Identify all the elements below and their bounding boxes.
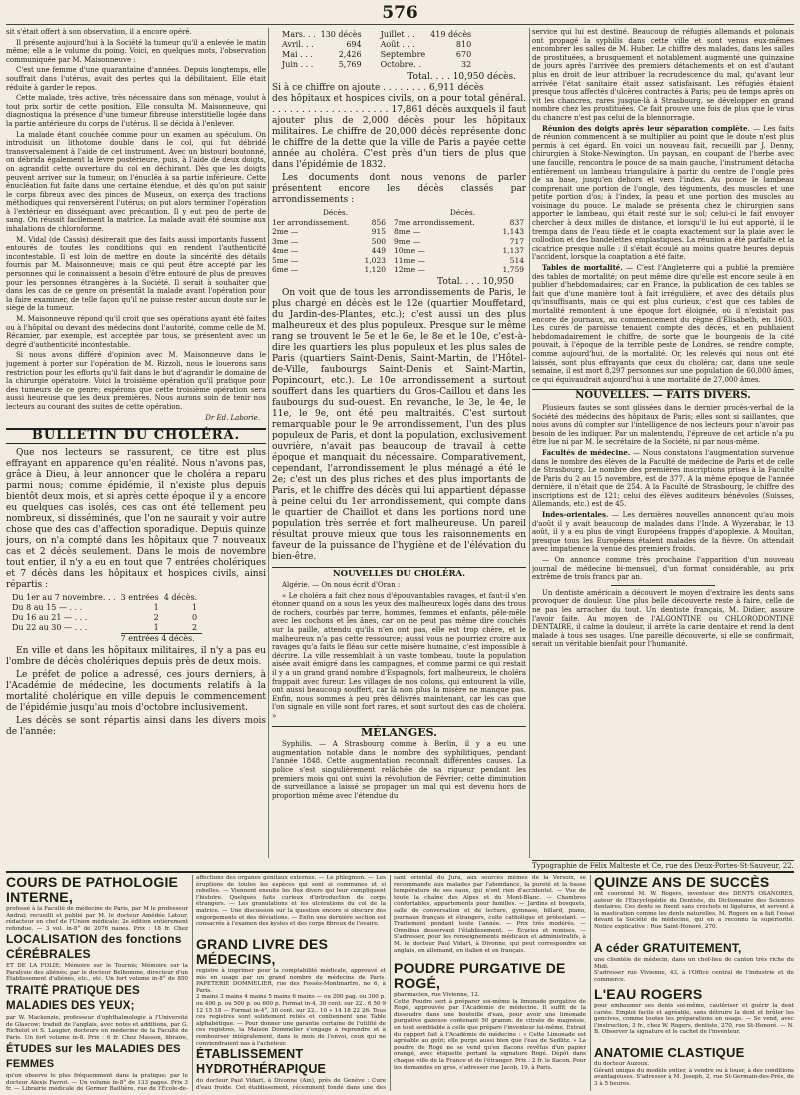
cell-value: 449 xyxy=(371,246,386,255)
cell-value: 1,137 xyxy=(502,246,524,255)
cell-value: 810 xyxy=(455,40,472,49)
paragraph-text: — Les dernières nouvelles annoncent qu'au mois d'août il y avait beaucoup de malades dans l'Inde. A Wyzerabar, le 13 août, il y a eu plus de vingt Européens frappés d'apoplexie. A Moultan, presque tous les Européens étaient malades de la fièvre. On attendait avec impatience la venue des premiers froids. xyxy=(532,511,794,554)
cell-period: Du 1er au 7 novembre. . . xyxy=(12,592,116,602)
table-row xyxy=(272,227,526,237)
ad-text: Cette Poudre sert à préparer soi-même la limonade purgative de Rogé, approuvée par l'Académie de médecine. Il suffit de la dissoudre dans une bouteille d'eau, pour avoir une limonade purgative gazeuse contenant 50 gramm. de citrate de magnésie, en tout semblable à celle que prépare l'inventeur lui-même. Extrait du rapport fait à l'Académie de médecine : « Cette Limonade est agréable au goût; elle purge aussi bien que l'eau de Sedlitz. » La poudre de Rogé ne se vend qu'en flacons revêtus d'un papier orangé, avec étiquette portant la signature Rogé. Dépôt dans chaque ville de la France et de l'étranger. Prix : 2 fr. le flacon. Pour les demandes en gros, s'adresser rue Jacob, 19, à Paris. xyxy=(394,998,586,1071)
cell-label: 7me arrondissement. xyxy=(394,217,475,227)
cell-value: 32 xyxy=(460,60,472,69)
paragraph: La malade étant couchée comme pour un examen au spéculum. On introduisit un lithotome double dans le col, qui fut débridé transversalement à l'aide de cet instrument. Avec un bistouri boutonné, on débrida également la lèvre postérieure, puis, à l'aide de deux doigts, on agrandit cette ouverture du col en déchirant. Dès que les doigts peuvent arriver sur la tumeur, on l'énucléa à sa partie inférieure. Cette énucléation fut faite dans une certaine étendue, et dès qu'on put saisir le corps fibreux avec des pinces de Museux, on exerça des tractions méthodiques qui renversèrent l'utérus; on put alors terminer l'opération à l'extérieur en disséquant avec précaution. Il y eut peu de perte de sang. On réussit facilement la matrice. La malade avait été soumise aux inhalations de chloroforme. xyxy=(6,130,266,234)
cell-value: 514 xyxy=(509,255,524,265)
paragraph: sit s'était offert à son observation, il a encore opéré. xyxy=(6,28,192,36)
ad-title: A céder GRATUITEMENT, xyxy=(594,941,742,955)
ad-poudre-roge xyxy=(394,961,586,1091)
table-row xyxy=(282,50,476,60)
ad-text: du docteur Paul Vidart, à Divonne (Ain), près de Genève : Cure d'eau froide. Cet établissement, récemment fondé dans une des xyxy=(196,1078,386,1091)
paragraph: Le préfet de police a adressé, ces jours derniers, à l'Académie de médecine, les documents relatifs à la mortalité cholérique en ville depuis le commencement de l'épidémie jusqu'au mois d'octobre inclusivement. xyxy=(6,669,266,713)
ad-title: TRAITÉ PRATIQUE DES MALADIES DES YEUX; xyxy=(6,985,140,1012)
cell-deaths: 0 xyxy=(192,612,198,622)
cell-label: 8me — xyxy=(394,227,421,236)
section-title-news: NOUVELLES DU CHOLÉRA. xyxy=(272,567,526,579)
ad-title: ÉTUDES sur les MALADIES DES FEMMES xyxy=(6,1043,181,1070)
ad-text: S'adresser rue Vivienne, 43, à l'Office central de l'industrie et du commerce. xyxy=(594,970,794,983)
ad-gratuitement xyxy=(594,941,794,985)
cell-value: 1,143 xyxy=(502,227,524,236)
cell-value: 500 xyxy=(371,236,386,246)
ad-text: professé à la Faculté de médecine de Paris, par M le professeur Andral; recueilli et publié par M. le docteur Amédée Latour, rédacteur en chef de l'Union médicale; 2e édition entièrement refondue. — 3 vol. in-8° de 2076 pages. Prix : 18 fr. Chez xyxy=(6,906,188,930)
paragraph: Syphilis. — A Strasbourg comme à Berlin, il y a eu une augmentation notable dans le nombre des syphilitiques, pendant l'année 1848. Cette augmentation reconnaît différentes causes. La police s'est singulièrement relâchée de sa rigueur pendant les premiers mois qui ont suivi la révolution de Février; cette diminution de surveillance a laissé se propager un mal qui est devenu hors de proportion même avec l'étendue du xyxy=(272,740,526,800)
cell-label: 6me — xyxy=(272,265,299,274)
ad-subtitle: une clientèle de médecin, dans un chef-lieu de canton très riche du Midi. xyxy=(594,957,794,970)
page-number: 576 xyxy=(382,3,418,23)
cell-month: Juillet . . xyxy=(380,30,415,39)
ad-divider xyxy=(390,875,391,1091)
cholera-table xyxy=(12,593,202,644)
total-line: Total. . . . 10,950 xyxy=(437,276,514,287)
paragraph: Il présente aujourd'hui à la Société la tumeur qu'il a enlevée le matin même; elle a le volume du poing. Voici, en quelques mots, l'observation communiquée par M. Maisonneuve : xyxy=(6,38,266,64)
paragraph: C'est une femme d'une quarantaine d'années. Depuis longtemps, elle souffrait dans l'utérus, avait des pertes qui la débilitaient. Elle était réduite à garder le repos. xyxy=(6,66,266,92)
paragraph: M. Maisonneuve répond qu'il croit que ses opérations ayant été faites ou à l'hôpital ou devant des médecins dont l'autorité, comme celle de M. Récamier, par exemple, est acceptée par tous, se présentent avec un degré d'authenticité incontestable. xyxy=(6,315,266,349)
column-1 xyxy=(6,28,266,858)
cell-entries: 3 entrées xyxy=(120,592,159,602)
ad-cours-pathologie xyxy=(6,875,188,930)
cell-total: 7 entrées 4 décès. xyxy=(121,633,203,644)
ad-text: pour embaumer ses dents soi-même, cautériser et guérir la dent cariée. Emploi facile et agréable, sans détruire la dent et brûler les gencives, comme toutes les préparations en usage. — Se vend, avec l'instruction, 3 fr., chez W. Rogers, dentiste, 270, rue St-Honoré. — N. B. Observer la signature et le cachet de l'inventeur. xyxy=(594,1003,794,1036)
ad-title: GRAND LIVRE DES MÉDECINS, xyxy=(196,937,329,967)
ad-column-1 xyxy=(6,875,188,1091)
cell-label: 9me — xyxy=(394,236,421,246)
run-in-heading: Tables de mortalité. xyxy=(542,263,623,273)
ad-eau-rogers xyxy=(594,987,794,1043)
ad-text: par W. Mackenzie, professeur d'ophthalmologie à l'Université de Glascow; traduit de l'anglais, avec notes et additions, par G. Richelot et S. Laugier, docteurs en médecine de la Faculté de Paris. Un fort volume in-8. Prix : 6 fr. Chez Masson, libraire, xyxy=(6,1015,188,1040)
paragraph: Les documents dont nous venons de parler présentent encore les décès classés par arrondissements : xyxy=(272,173,526,205)
arrondissement-table xyxy=(272,208,526,275)
cell-label: 2me — xyxy=(272,227,299,236)
cell-value: 419 décès xyxy=(430,30,472,39)
paragraph: En ville et dans les hôpitaux militaires, il n'y a pas eu l'ombre de décès cholériques depuis près de deux mois. xyxy=(6,645,266,667)
cell-month: Octobre. . xyxy=(380,60,421,69)
cell-value: 694 xyxy=(346,40,362,49)
table-row xyxy=(12,623,202,634)
printer-line: Typographie de Félix Malteste et Ce, rue des Deux-Portes-St-Sauveur, 22. xyxy=(532,862,794,870)
column-header: Décès. xyxy=(449,208,476,217)
column-2 xyxy=(272,28,526,858)
cell-month: Août . . . xyxy=(380,40,415,49)
cell-month: Avril. . . xyxy=(282,40,314,49)
table-row xyxy=(12,593,202,603)
section-title-nouvelles: NOUVELLES. — FAITS DIVERS. xyxy=(532,389,794,401)
monthly-deaths-table xyxy=(282,30,476,70)
ad-divonne: sant oriental du Jura, aux sources mêmes de la Versoix, se recommande aux malades par l'abondance, la pureté et la basse température de ses eaux, qui n'ont rien d'accidentel. — Vue de toute la chaîne des Alpes et du Mont-Blanc. — Chambres confortables, appartements pour familles. — Jardins et bosquets, salle de conversation et de lecture, gymnase, billard, piano, journaux français et étrangers, culte catholique et protestant. — Traitement pendant toute l'année. — Prix très modérés. — Omnibus desservant l'établissement. — Écuries et remises. — S'adresser, pour les renseignements médicaux et administratifs, à M. le docteur Paul Vidart, à Divonne, qui peut correspondre en anglais, en allemand, en italien et en français. xyxy=(394,875,586,954)
run-in-heading: Facultés de médecine. xyxy=(542,447,631,457)
column-3 xyxy=(532,28,794,858)
ad-text: qu'on observe le plus fréquemment dans la pratique; par le docteur Alexis Favrot. — Un volume in-8° de 133 pages. Prix 3 fr. — Librairie médicale de Germer Baillière, rue de l'École-de- xyxy=(6,1073,188,1091)
paragraph-text: — Nous constatons l'augmentation survenue dans le nombre des élèves de la Faculté de médecine de Paris et de celle de Strasbourg. Le nombre des premières inscriptions prises à la Faculté de Paris du 2 au 15 novembre, est de 377. A la même époque de l'année dernière, il n'était que de 254. A la Faculté de Strasbourg, le chiffre des inscriptions est de 121; celui des élèves auditeurs bénévoles (Suisses, Allemands, etc.) est de 45. xyxy=(532,448,794,509)
divider xyxy=(611,585,716,586)
table-row xyxy=(282,40,476,50)
ad-column-4 xyxy=(594,875,794,1091)
ad-subtitle: registre à imprimer pour la comptabilité médicale, approuvé et mis en usage par un grand nombre de médecins de Paris. PAPETERIE DOMMELIER, rue des Fossés-Montmartre, no 6, à Paris. xyxy=(196,968,386,994)
cell-deaths: 1 xyxy=(192,602,198,612)
ad-column-2 xyxy=(196,875,386,1091)
paragraph: service qui lui est destiné. Beaucoup de réfugiés allemands et polonais ont propagé la syphilis dans cette ville et sont venus eux-mêmes encombrer les salles de M. Huber. Le chiffre des malades, dans les salles de prostituées, a brusquement et notablement augmenté une quinzaine de jours après l'arrivée des premiers détachements et on est d'autant plus en droit de leur attribuer la recrudescence du mal, qu'avant leur arrivée l'état sanitaire était assez satisfaisant. Les réfugiés étaient presque tous affectés d'ulcères contractés à Paris; peu de temps après on vit les chancres, rares jusque-là à Strasbourg, se développer en grand nombre chez les prostituées. Ce fait prouve une fois de plus que le virus du chancre n'est pas celui de la blennorragie. xyxy=(532,28,794,122)
cell-label: 5me — xyxy=(272,255,299,265)
table-row xyxy=(272,218,526,228)
top-rule xyxy=(6,24,794,25)
ad-title: L'EAU ROGERS xyxy=(594,987,703,1002)
cell-value: 1,023 xyxy=(364,255,386,265)
cell-label: 4me — xyxy=(272,246,299,255)
paragraph: — On annonce comme très prochaine l'apparition d'un nouveau journal de médecine bi-mensuel, d'un format considérable, au prix extrême de trois francs par an. xyxy=(532,556,794,582)
ad-column-3 xyxy=(394,875,586,1091)
paragraph: des hôpitaux et hospices civils, on a pour total général. . . . . . . . . . . . . . . . . . . . . 17,861 décès auxquels il faut ajouter plus de 2,000 décès pour les hôpitaux militaires. Le chiffre de 20,000 décès représente donc le chiffre de la dette que la ville de Paris a payée cette année au choléra. C'est près d'un tiers de plus que dans l'épidémie de 1832. xyxy=(272,94,526,170)
paragraph: Algérie. — On nous écrit d'Oran : xyxy=(282,581,401,590)
paragraph: Les décès se sont répartis ainsi dans les divers mois de l'année: xyxy=(6,715,266,737)
ad-maladies-femmes xyxy=(6,1042,188,1091)
advertisements xyxy=(6,875,794,1091)
cell-period: Du 22 au 30 — . . . xyxy=(12,622,88,632)
ad-title: ANATOMIE CLASTIQUE xyxy=(594,1045,745,1060)
paragraph xyxy=(532,449,794,509)
author-signature: Dr Ed. Laborie. xyxy=(205,413,260,422)
ad-title: POUDRE PURGATIVE DE ROGÉ, xyxy=(394,961,566,991)
ad-title: COURS DE PATHOLOGIE INTERNE, xyxy=(6,875,179,905)
cell-entries: 2 xyxy=(153,612,159,622)
table-row xyxy=(282,30,476,40)
cell-label: 3me — xyxy=(272,236,299,246)
paragraph xyxy=(532,511,794,554)
table-row xyxy=(272,256,526,266)
total-line: Total. . . . 10,950 décès. xyxy=(407,72,516,82)
ad-affections: affections des organes génitaux externes. — Le phlegmon. — Les éruptions de toutes les espèces qui sont si communes et si rebelles. — Viennent ensuite les flux divers qui leur compliquent l'histoire. Quelques faits curieux d'introduction de corps étrangers. — Les granulations et les ulcérations du col de la matrice. — Une discussion sur la question encore si obscure des engorgements et des déviations. — Enfin une dernière section est consacrée à l'examen des kystes et des corps fibreux de l'ovaire. xyxy=(196,875,386,928)
cell-value: 5,769 xyxy=(338,60,362,69)
ad-text: ET DE LA FOLIE; Mémoire sur le Tournis; Mémoire sur la Paralysie des aliénés; par le docteur Belhomme, directeur d'un Établissement d'aliénés, etc., etc. Un fort volume in-8° de 850 xyxy=(6,963,188,982)
cell-value: 1,120 xyxy=(364,265,386,274)
cell-label: 12me — xyxy=(394,265,425,274)
cell-month: Juin . . . xyxy=(282,60,314,69)
paragraph: M. Vidal (de Cassis) désirerait que des faits aussi importants fussent entourés de toutes les conditions qui en rendent l'authenticité incontestable. Il est loin de mettre en doute la sincérité des détails fournis par M. Maisonneuve; mais ce qui peut être accepté par les personnes qui le connaissent a besoin d'être entouré de plus de preuves pour les personnes étrangères à la Société. Il serait à souhaiter que dans les cas de ce genre on présentât la malade avant l'opération pour la faire examiner, de telle façon qu'il ne puisse rester aucun doute sur le siège de la tumeur. xyxy=(6,235,266,313)
cell-label: 1er arrondissement. xyxy=(272,217,350,227)
cell-entries: 1 xyxy=(153,622,159,632)
ad-localisation xyxy=(6,932,188,982)
ad-text: 2 mains 3 mains 4 mains 5 mains 6 mains — ou 200 pag. ou 300 p. ou 400 p. ou 500 p. ou 600 p. Format in-4, 30 cent. sur 22.. 6 50 9 12 15 18 — Format in-4°, 30 cent. sur 22.. 10 » 14 18 22 26. Tous ces registres sont solidement reliés et contiennent une Table alphabétique. — Pour donner une garantie certaine de l'utilité de ces registres, la Maison Dommelier s'engage à reprendre et à rembourser intégralement, dans le mois de l'envoi, ceux qui ne conviendraient pas à l'acheteur. xyxy=(196,994,386,1045)
run-in-heading: Indes-orientales. xyxy=(542,510,609,520)
ad-text: ont couronné M. W. Rogers, inventeur des DENTS OSANORES, auteur de l'Encyclopédie du Dentiste, du Dictionnaire des Sciences dentaires. Ces dents se fixent sans crochets ni ligatures, et servent à la mastication comme les dents naturelles. M. Rogers en a fait l'essai devant la Société de médecine, qui en a reconnu la supériorité. Notice explicative : Rue Saint-Honoré, 270. xyxy=(594,891,794,930)
ad-hydrotherapique xyxy=(196,1047,386,1091)
cell-label: 10me — xyxy=(394,246,425,255)
cell-value: 670 xyxy=(455,50,472,59)
cell-period: Du 8 au 15 — . . . xyxy=(12,602,83,612)
cell-period: Du 16 au 21 — . . . xyxy=(12,612,88,622)
paragraph: « Le choléra a fait chez nous d'épouvantables ravages, et faut-il s'en étonner quand on a sous les yeux des malheureux logés dans des trous de rochers, courbés par terre, hommes, femmes et enfants, pêle-mêle avec les cochons et les ânes, car on ne peut pas même dire couchés sur la paille, attendu qu'ils n'en ont pas, elle est trop chère, et le malheureux n'a pas cette ressource; aussi vous ne pourriez croire aux ravages qu'a faits le fléau sur cette misère humaine, c'est impossible à décrire. La ville ressemblait à un vaste tombeau, toute la population aisée avait émigré dans les campagnes, et comme parmi ce qui restait il y a un grand grand nombre d'Espagnols, fort malheureux, le choléra frappait avec fureur. Les villages de nos colons, qui entourent la ville, ont aussi beaucoup souffert, car là non plus la misère ne manque pas. Enfin, nous sommes à peu près délivrés maintenant, car les cas que l'on signale en ville sont fort rares, et sont surtout des cas de choléra. » xyxy=(272,591,526,720)
paragraph: Cette malade, très active, très nécessaire dans son ménage, voulut à tout prix sortir de cette position. Elle consulta M. Maisonneuve, qui diagnostiqua la présence d'une tumeur fibreuse interstitielle logée dans la partie antérieure du corps de l'utérus. Il se décida à l'enlever. xyxy=(6,94,266,128)
ads-rule xyxy=(6,871,794,873)
table-row xyxy=(282,60,476,70)
cell-value: 915 xyxy=(371,227,386,236)
ad-text: Gérant unique du modèle entier, à vendre ou à louer, à des conditions avantageuses. S'adresser à M. Joseph, 2, rue St-Germain-des-Prés, de 3 à 5 heures. xyxy=(594,1067,794,1087)
paragraph-text: — Les faits de réunion commencent à se multiplier au point que le doute n'est plus permis à cet égard. En voici un nouveau fait, recueilli par J. Denny, chirurgien à Stoke-Newington. Un paysan, en coupant de l'herbe avec une faucille, rencontra le pouce de sa main gauche, l'instrument détacha entièrement un lambeau triangulaire à partir du centre de l'ongle près de sa base, jusqu'en dehors et vers l'index. Au pouce le lambeau comprenait une portion de l'ongle, des téguments, des muscles et une petite portion d'os; à l'index, la peau et une portion des muscles au voisinage du pouce. Le malade se présenta chez le chirurgien sans apporter le lambeau, qui était resté sur le sol; celui-ci le fait envoyer chercher à deux milles de distance, et lorsqu'il le lui eut apporté, il le trempa dans de l'eau tiède et le coapta exactement sur la plaie avec le collodion et des bandelettes emplastiques. La réunion a été parfaite et la cicatrice presque nulle : il s'était écoulé au moins quatre heures depuis l'accident, lorsque la coaptation a été faite. xyxy=(532,124,794,262)
addition-line: Si à ce chiffre on ajoute . . . . . . . . 6,911 décès xyxy=(272,83,484,93)
ad-anatomie xyxy=(594,1045,794,1091)
cell-entries: 1 xyxy=(153,602,159,612)
cell-value: 2,426 xyxy=(338,50,362,59)
paragraph-text: — C'est l'Angleterre qui a publié la première des tables de mortalité; on peut même dire qu'elle est encore seule à en publier d'hebdomadaires; car en France, la publication de ces tables se fait que d'une manière tout à fait irrégulière, et avec des détails plus qu'insuffisants, mais ce qui est plus curieux, c'est que ces tables de mortalité remontent à une époque fort éloignée, où il n'existait pas encore de journaux, au commencement du règne d'Élisabeth, en 1603. Les curés de paroisse tenaient compte des décès, et en publiaient hebdomadairement le chiffre, de sorte que le bourgeois de la cité pouvait, à l'époque de la terrible peste de Londres, se rendre compte, comme aujourd'hui, de la mortalité. Or, les relevés qui nous ont été laissés, sont plus effrayants que ceux du choléra; car, dans une seule semaine, il est mort 8,297 personnes sur une population de 60,000 âmes, ce qui équivaudrait aujourd'hui à une mortalité de 27,000 âmes. xyxy=(532,264,794,384)
cell-deaths: 2 xyxy=(192,622,198,632)
table-row xyxy=(272,265,526,275)
cell-label: 11me — xyxy=(394,255,425,265)
paragraph: Plusieurs fautes se sont glissées dans le dernier procès-verbal de la Société des médecins des hôpitaux de Paris; elles sont si saillantes, que nous avons dû compter sur l'intelligence de nos lecteurs pour n'avoir pas besoin de les indiquer. Par un malentendu, l'épreuve de cet article n'a pu être lue ni par M. le secrétaire de la Société, ni par nous-même. xyxy=(532,403,794,447)
paragraph xyxy=(532,264,794,384)
paragraph: Que nos lecteurs se rassurent, ce titre est plus effrayant en apparence qu'en réalité. Nous n'avons pas, grâce à Dieu, à leur annoncer que le choléra a reparu parmi nous; comme épidémie, il n'existe plus depuis bientôt deux mois, et si après cette époque il y a encore eu quelques cas isolés, ces cas ont été tellement peu nombreux, si disséminés, que l'on ne saurait y voir autre chose que des cas d'affection sporadique. Depuis quinze jours, on n'a compté dans les hôpitaux que 7 nouveaux cas et 2 décès seulement. Dans le mois de novembre tout entier, il n'y a eu en tout que 7 entrées cholériques et 7 décès dans les hôpitaux et hospices civils, ainsi répartis : xyxy=(6,447,266,590)
paragraph: Si nous avons différé d'opinion avec M. Maisonneuve dans le jugement à porter sur l'opération de M. Rizzoli, nous le louerons sans restriction pour les efforts qu'il fait dans le but d'agrandir le domaine de la chirurgie opératoire. Voici la troisième opération qu'il pratique pour des tumeurs de ce genre; espérons que cette troisième opération sera aussi heureuse que les deux premières. Nous aurons soin de tenir nos lecteurs au courant des suites de cette opération. xyxy=(6,351,266,411)
cell-value: 717 xyxy=(509,236,524,246)
column-divider xyxy=(529,28,530,858)
table-row xyxy=(12,603,202,613)
table-row xyxy=(12,613,202,623)
ad-divider xyxy=(192,875,193,1091)
table-head xyxy=(272,208,526,218)
section-title-melanges: MÉLANGES. xyxy=(272,726,526,738)
paragraph xyxy=(532,125,794,263)
ad-title: LOCALISATION des fonctions CÉRÉBRALES xyxy=(6,932,182,961)
ad-subtitle: du docteur Auzoux. xyxy=(594,1061,650,1067)
cell-month: Mars. . . xyxy=(282,30,316,39)
cell-value: 856 xyxy=(371,217,386,227)
column-divider xyxy=(268,28,269,858)
ad-grand-livre xyxy=(196,937,386,1045)
column-header: Décès. xyxy=(322,208,349,217)
ad-traite-pratique xyxy=(6,984,188,1040)
ad-title: ÉTABLISSEMENT HYDROTHÉRAPIQUE xyxy=(196,1047,327,1076)
cell-value: 837 xyxy=(509,217,524,227)
ad-quinze-ans xyxy=(594,875,794,939)
cell-month: Septembre xyxy=(380,50,426,59)
cell-value: 130 décès xyxy=(320,30,362,39)
run-in-heading: Réunion des doigts après leur séparation complète. xyxy=(542,123,750,133)
ad-subtitle: pharmacien, rue Vivienne, 12. xyxy=(394,992,480,998)
section-title-bulletin: BULLETIN DU CHOLÉRA. xyxy=(6,428,266,444)
ad-divider xyxy=(590,875,591,1091)
table-row xyxy=(272,237,526,247)
paragraph: Un dentiste américain a découvert le moyen d'extraire les dents sans provoquer de douleur. Une plus belle découverte reste à faire, celle de ne pas les arracher du tout. Un dentiste français, M. Didier, assure l'avoir faite. Au moyen de l'ALGONTINE ou CHLORODONTINE DENTAIRE, il calme la douleur, il arrête la carie dentaire et rend la dent malade à tous ses usages. Une pareille découverte, si elle se confirmait, serait un véritable bienfait pour l'humanité. xyxy=(532,588,794,649)
ad-title: QUINZE ANS DE SUCCÈS xyxy=(594,875,770,890)
table-row xyxy=(272,246,526,256)
table-total-row xyxy=(12,633,202,644)
paragraph: On voit que de tous les arrondissements de Paris, le plus chargé en décès est le 12e (quartier Mouffetard, du Jardin-des-Plantes, etc.); c'est aussi un des plus malheureux et des plus populeux. Presque sur le même rang se trouvent le 5e et le 6e, le 8e et le 10e, c'est-à-dire les quartiers les plus populeux et les plus sales de Paris (quartiers Saint-Denis, Saint-Martin, de l'Hôtel-de-Ville, faubourgs Saint-Denis et Saint-Martin, Popincourt, etc.). Le 10e arrondissement a surtout souffert dans les quartiers du Gros-Caillou et dans les faubourgs du sud-ouest. En revanche, le 3e, le 4e, le 11e, le 9e, ont été peu maltraités. C'est surtout remarquable pour le 9e arrondissement, l'un des plus populeux de Paris, et dont la population, exclusivement ouvrière, n'avait pas beaucoup de travail à cette époque et manquait du nécessaire. Comparativement, cependant, l'arrondissement le plus ménagé a été le 2e; c'est un des plus riches et des plus importants de Paris, et le chiffre des décès qui lui appartient dépasse à peine celui du 1er arrondissement, qui compte dans le quartier de Chaillot et dans les portions nord une population très serrée et fort malheureuse. Un pareil résultat prouve mieux que tous les raisonnements en faveur de la puissance de l'hygiène et de l'élévation du bien-être. xyxy=(272,287,526,562)
cell-value: 1,759 xyxy=(502,265,524,274)
cell-deaths: 4 décès. xyxy=(163,592,198,602)
cell-month: Mai . . . xyxy=(282,50,313,59)
